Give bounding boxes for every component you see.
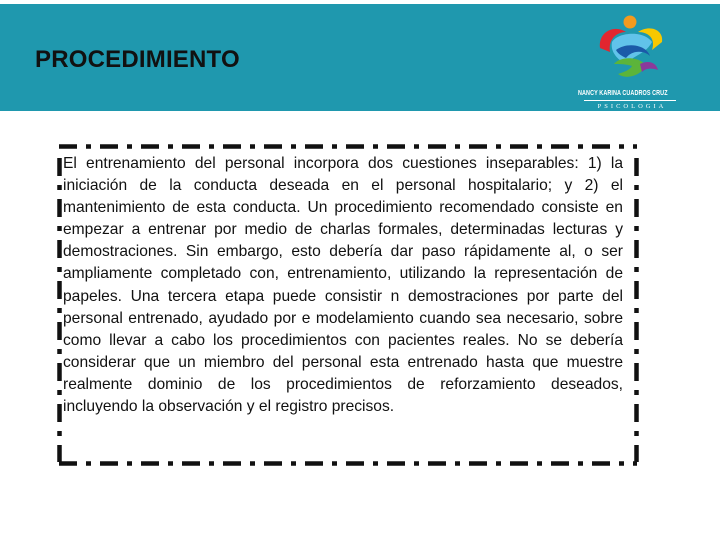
slide-title: PROCEDIMIENTO — [35, 46, 240, 73]
colorful-swirl-figure-logo-icon — [596, 12, 666, 84]
logo-name: NANCY KARINA CUADROS CRUZ — [578, 90, 668, 97]
header — [0, 0, 720, 112]
logo-divider — [584, 100, 676, 101]
logo — [578, 8, 720, 108]
logo-subtitle: PSICOLOGIA — [597, 103, 667, 110]
body-paragraph: El entrenamiento del personal incorpora dos cuestiones inseparables: 1) la iniciación de la conducta deseada en el personal hospitalario; y 2) el mantenimiento de esta conducta. Un procedimiento recomendado consiste en empezar a entrenar por medio de charlas formales, determinadas lecturas y demostraciones. Sin embargo, esto debería dar paso rápidamente al, o ser ampliamente completado con, entrenamiento, utilizando la representación de papeles. Una tercera etapa puede consistir n demostraciones por parte del personal entrenado, ayudado por e modelamiento cuando sea necesario, sobre como llevar a cabo los procedimientos con pacientes reales. No se debería considerar que un miembro del personal esta entrenado hasta que muestre realmente dominio de los procedimientos de reforzamiento deseados, incluyendo la observación y el registro precisos. — [63, 155, 623, 416]
